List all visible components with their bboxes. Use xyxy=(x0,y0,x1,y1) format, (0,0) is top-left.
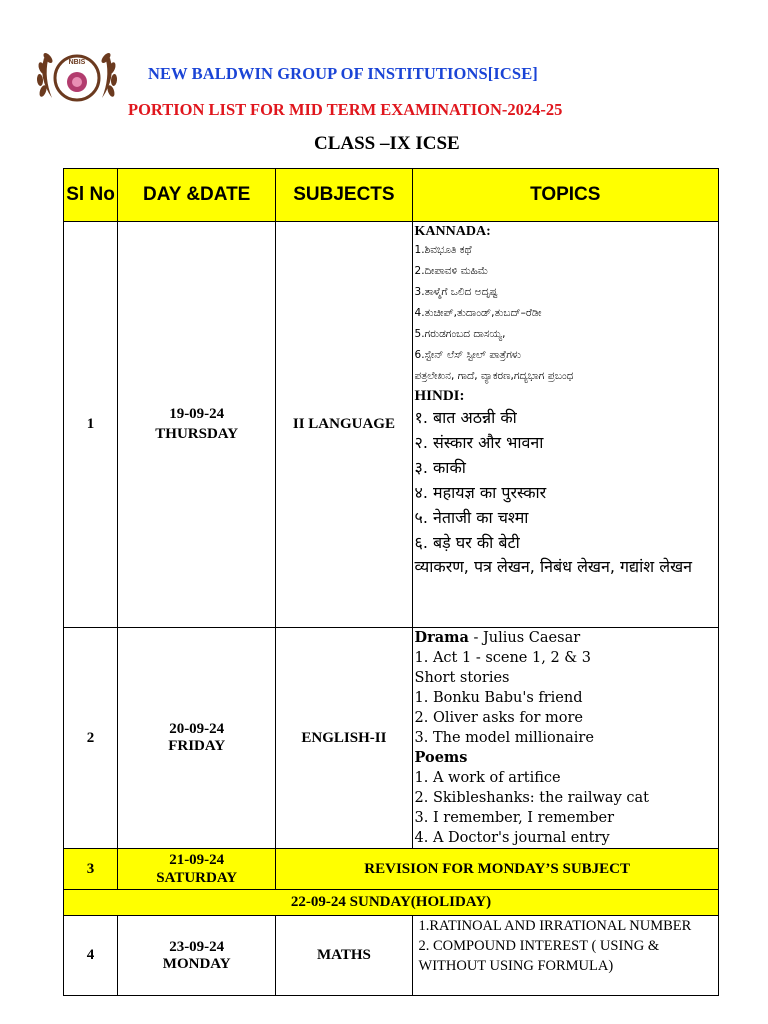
kannada-topic: 3.ತಾಳ್ಮೆಗೆ ಒಲಿದ ಅದೃಷ್ಟ xyxy=(414,286,498,298)
hindi-topic: १. बात अठन्नी की xyxy=(414,408,517,427)
hindi-topic: व्याकरण, पत्र लेखन, निबंध लेखन, गद्यांश लेखन xyxy=(414,557,693,576)
hindi-topic: ५. नेताजी का चश्मा xyxy=(414,508,529,527)
row-date xyxy=(118,628,276,849)
row-day: SATURDAY xyxy=(156,870,238,886)
logo-text: NBIS xyxy=(68,59,86,66)
portion-table xyxy=(63,168,719,996)
row-day: MONDAY xyxy=(162,955,231,972)
row-date xyxy=(118,222,276,628)
drama-title: - Julius Caesar xyxy=(468,630,581,646)
holiday-text: 22-09-24 SUNDAY(HOLIDAY) xyxy=(64,890,719,916)
hindi-topic: ३. काकी xyxy=(414,458,466,477)
header-sl: Sl No xyxy=(64,169,118,222)
english-topic: 1. Act 1 - scene 1, 2 & 3 xyxy=(414,650,592,666)
kannada-topic: ಪತ್ರಲೇಖನ, ಗಾದೆ, ವ್ಯಾಕರಣ,ಗದ್ಯಭಾಗ ಪ್ರಬಂಧ xyxy=(414,370,574,382)
row-topics xyxy=(412,222,718,628)
header-topics: TOPICS xyxy=(412,169,718,222)
row-date-value: 20-09-24 xyxy=(169,721,225,737)
row-day: THURSDAY xyxy=(155,426,239,442)
maths-topic: 1.RATINOAL AND IRRATIONAL NUMBER xyxy=(418,918,692,934)
kannada-topic: 5.ಗರುಡಗಂಬದ ದಾಸಯ್ಯ, xyxy=(414,328,506,340)
row-subject: II LANGUAGE xyxy=(276,222,412,628)
header-date: DAY &DATE xyxy=(118,169,276,222)
organization-name: NEW BALDWIN GROUP OF INSTITUTIONS[ICSE] xyxy=(148,64,538,83)
kannada-topic: 2.ದೀಪಾವಳಿ ಮಹಿಮೆ xyxy=(414,265,489,277)
row-sl: 2 xyxy=(64,628,118,849)
row-sl: 3 xyxy=(64,849,118,890)
row-sl: 1 xyxy=(64,222,118,628)
drama-heading: Drama xyxy=(414,629,469,646)
poems-heading xyxy=(415,748,718,768)
hindi-topic: ६. बड़े घर की बेटी xyxy=(414,533,520,552)
english-topic: Short stories xyxy=(414,670,510,686)
english-topic: 2. Oliver asks for more xyxy=(414,710,583,726)
holiday-row xyxy=(64,890,719,916)
hindi-heading: HINDI: xyxy=(414,388,465,404)
row-date-value: 21-09-24 xyxy=(169,852,225,868)
kannada-topic: 1.ಶಿವಭೂತಿ ಕಥೆ xyxy=(414,244,472,256)
row-day: FRIDAY xyxy=(168,738,226,754)
table-row xyxy=(64,628,719,849)
row-date-value: 23-09-24 xyxy=(169,938,225,955)
table-header-row xyxy=(64,169,719,222)
hindi-topic: ४. महायज्ञ का पुरस्कार xyxy=(414,483,547,502)
table-row xyxy=(64,916,719,996)
hindi-topic: २. संस्कार और भावना xyxy=(414,433,544,452)
table-row xyxy=(64,222,719,628)
kannada-topic: 6.ಸ್ಟೇನ್ ಲೆಸ್ ಸ್ಟೀಲ್ ಪಾತ್ರೆಗಳು xyxy=(414,349,521,361)
kannada-heading: KANNADA: xyxy=(414,224,491,239)
row-sl: 4 xyxy=(64,916,118,996)
english-topic: 3. I remember, I remember xyxy=(414,810,615,826)
english-topic: 4. A Doctor's journal entry xyxy=(414,830,610,846)
document-title: PORTION LIST FOR MID TERM EXAMINATION-2024-25 xyxy=(128,100,563,119)
row-date xyxy=(118,849,276,890)
maths-topic: 2. COMPOUND INTEREST ( USING & WITHOUT USING FORMULA) xyxy=(418,938,660,974)
row-date xyxy=(118,916,276,996)
revision-text: REVISION FOR MONDAY’S SUBJECT xyxy=(276,849,719,890)
row-subject: ENGLISH-II xyxy=(276,628,412,849)
row-date-value: 19-09-24 xyxy=(169,406,225,422)
kannada-topic: 4.ತುಚೀಪ್,ತುದಾಂಡ್,ತುಬದ್–ರೆಡೀ xyxy=(414,307,542,319)
row-topics xyxy=(412,916,718,996)
revision-row xyxy=(64,849,719,890)
english-topic: 1. A work of artifice xyxy=(414,770,561,786)
drama-line xyxy=(415,628,718,648)
row-subject: MATHS xyxy=(276,916,412,996)
english-topic: 3. The model millionaire xyxy=(414,730,594,746)
english-topic: 2. Skibleshanks: the railway cat xyxy=(414,790,649,806)
row-topics xyxy=(412,628,718,849)
header-subjects: SUBJECTS xyxy=(276,169,412,222)
school-logo xyxy=(34,38,120,114)
poems-heading-text: Poems xyxy=(414,749,468,766)
class-label: CLASS –IX ICSE xyxy=(314,133,460,154)
english-topic: 1. Bonku Babu's friend xyxy=(414,690,583,706)
